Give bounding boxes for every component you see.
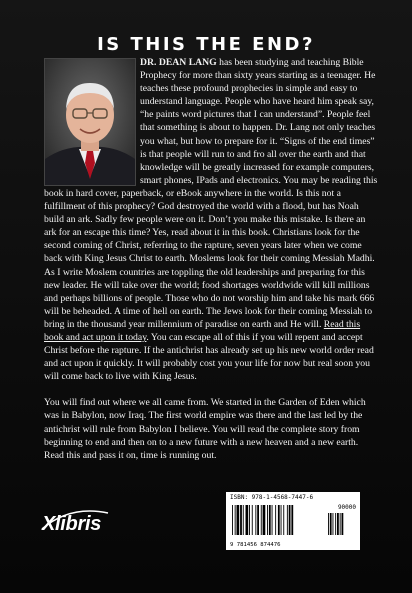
barcode-digits: 9 781456 874476: [230, 542, 281, 548]
photo-spacer: [44, 56, 140, 182]
barcode-bar: [281, 505, 282, 535]
barcode-addon-bar: [340, 513, 341, 535]
barcode-bar: [255, 505, 256, 535]
barcode-bar: [278, 505, 280, 535]
barcode-bar: [257, 505, 259, 535]
barcode-bar: [275, 505, 276, 535]
price-code: 90000: [337, 504, 356, 511]
barcode-bar: [232, 505, 233, 535]
barcode-addon-bar: [328, 513, 329, 535]
author-name: DR. DEAN LANG: [140, 57, 217, 68]
bio-text-a: has been studying and teaching Bible Prophecy for more than sixty years starting as a teenager. He teaches these profound prophecies in simple and easy to understand language. People who have heard him speak say, “he paints word pictures that I can understand”. People feel that something is about to happen. Dr. Lang not only teaches you what, but how to prepare for it. “Signs of the end times” is that people will run to and fro all over the earth and that knowledge will be greatly increased for example computers, smart phones, IPads and electronics. You may be reading this book in hard cover, paperback, or eBook anywhere in the world. Is this not a fulfillment of this prophecy? God destroyed the world with a flood, but has Noah build an ark. Sadly few people were on it. Don’t you make this mistake. Is there an ark for an escape this time? Yes, read about it in this book. Christians look for the second coming of Christ, referring to the rapture, seven years later when we come back with King Jesus Christ to earth. Moslems look for their coming Messiah Madhi. As I write Moslem countries are toppling the old leaderships and preparing for this new leader. He will take over the world; food shortages worldwide will kill millions and perhaps billions of people. Those who do not worship him and take his mark 666 will be beheaded. A time of hell on earth. The Jews look for their coming Messiah to bring in the thousand year millennium of paradise on earth and He will.: [44, 57, 378, 330]
xlibris-swoosh-icon: [40, 507, 110, 537]
isbn-label: ISBN: 978-1-4568-7447-6: [230, 494, 314, 501]
barcode-bar: [240, 505, 242, 535]
barcode-bar: [246, 505, 249, 535]
barcode-bar: [263, 505, 266, 535]
barcode-bar: [283, 505, 284, 535]
barcode-bar: [243, 505, 244, 535]
publisher-logo: [42, 513, 101, 536]
barcode-addon-bar: [342, 513, 344, 535]
publisher-logo-text: Xlibris: [42, 513, 102, 535]
barcode-bar: [252, 505, 253, 535]
barcode-bar: [287, 505, 288, 535]
bio-paragraph-2: You will find out where we all came from. We started in the Garden of Eden which was in Babylon, now Iraq. The first world empire was there and the last led by the antichrist will rule from Babylon I believe. You will read the complete story from beginning to end and then on to a new future with a new heaven and a new earth. Read this and pass it on, time is running out.: [44, 397, 366, 461]
barcode-bar: [289, 505, 291, 535]
barcode-bar: [249, 505, 250, 535]
author-bio: [44, 56, 380, 462]
bio-text-b: . You can escape all of this if you will repent and accept Christ before the rapture. If the antichrist has already set up his new world order read and act upon it quickly. It will probably cost you your life for now but real soon you will come back to live with King Jesus.: [44, 331, 374, 383]
barcode-addon-bar: [335, 513, 336, 535]
barcode-bar: [237, 505, 240, 535]
barcode-addon-bar: [337, 513, 339, 535]
barcode-bar: [291, 505, 293, 535]
isbn-barcode: [226, 492, 360, 550]
barcode-addon-bar: [330, 513, 332, 535]
barcode-bar: [261, 505, 262, 535]
barcode-bar: [272, 505, 273, 535]
bio-underlined-call: Read this book and act upon it today: [44, 318, 361, 343]
barcode-bar: [267, 505, 268, 535]
barcode-bars-icon: [230, 503, 356, 541]
barcode-addon-bar: [333, 513, 334, 535]
barcode-bar: [235, 505, 236, 535]
barcode-bar: [269, 505, 271, 535]
cover-title: IS THIS THE END?: [97, 34, 315, 55]
